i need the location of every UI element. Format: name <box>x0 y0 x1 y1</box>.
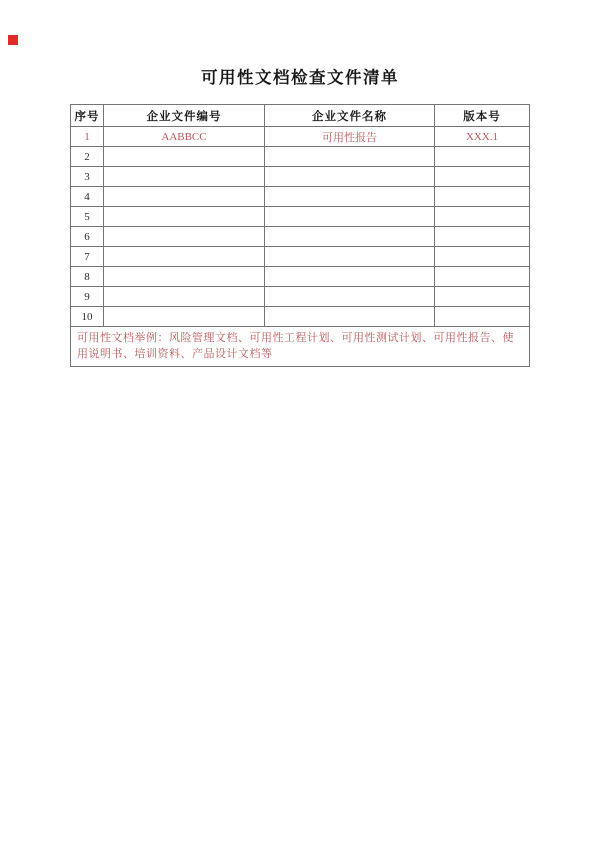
cell-document-code <box>104 247 265 267</box>
cell-serial-number: 3 <box>71 167 104 187</box>
cell-version <box>435 147 530 167</box>
cell-serial-number: 8 <box>71 267 104 287</box>
cell-serial-number: 1 <box>71 127 104 147</box>
cell-document-name <box>265 287 435 307</box>
cell-serial-number: 2 <box>71 147 104 167</box>
cell-version <box>435 247 530 267</box>
cell-document-name <box>265 227 435 247</box>
table-note: 可用性文档举例：风险管理文档、可用性工程计划、可用性测试计划、可用性报告、使用说明书、培训资料、产品设计文档等 <box>71 327 530 367</box>
cell-serial-number: 10 <box>71 307 104 327</box>
cell-serial-number: 9 <box>71 287 104 307</box>
red-corner-mark <box>8 35 18 45</box>
header-serial-number: 序号 <box>71 105 104 127</box>
cell-version <box>435 307 530 327</box>
cell-version <box>435 207 530 227</box>
cell-version <box>435 187 530 207</box>
cell-document-name <box>265 187 435 207</box>
cell-serial-number: 6 <box>71 227 104 247</box>
cell-document-code <box>104 307 265 327</box>
availability-doc-checklist-table <box>70 104 530 367</box>
page-title: 可用性文档检查文件清单 <box>201 68 399 87</box>
table-row <box>71 207 530 227</box>
cell-document-code <box>104 287 265 307</box>
table-row <box>71 307 530 327</box>
table-header-row <box>71 105 530 127</box>
cell-document-code <box>104 207 265 227</box>
table-row <box>71 227 530 247</box>
table-row <box>71 167 530 187</box>
table-row <box>71 187 530 207</box>
cell-document-code <box>104 227 265 247</box>
cell-version <box>435 167 530 187</box>
cell-document-name <box>265 147 435 167</box>
cell-version <box>435 267 530 287</box>
table-body <box>71 127 530 327</box>
cell-document-name <box>265 167 435 187</box>
cell-document-name <box>265 207 435 227</box>
cell-document-code <box>104 147 265 167</box>
cell-document-name <box>265 307 435 327</box>
cell-version: XXX.1 <box>435 127 530 147</box>
cell-serial-number: 4 <box>71 187 104 207</box>
table-row <box>71 287 530 307</box>
cell-version <box>435 287 530 307</box>
table-row <box>71 127 530 147</box>
cell-document-code: AABBCC <box>104 127 265 147</box>
cell-document-code <box>104 267 265 287</box>
cell-serial-number: 7 <box>71 247 104 267</box>
header-version: 版本号 <box>435 105 530 127</box>
table-note-row <box>71 327 530 367</box>
table-row <box>71 147 530 167</box>
cell-document-name <box>265 247 435 267</box>
cell-document-code <box>104 167 265 187</box>
cell-version <box>435 227 530 247</box>
cell-document-name <box>265 267 435 287</box>
header-document-name: 企业文件名称 <box>265 105 435 127</box>
header-document-code: 企业文件编号 <box>104 105 265 127</box>
cell-document-code <box>104 187 265 207</box>
table-row <box>71 267 530 287</box>
cell-serial-number: 5 <box>71 207 104 227</box>
cell-document-name: 可用性报告 <box>265 127 435 147</box>
table-row <box>71 247 530 267</box>
